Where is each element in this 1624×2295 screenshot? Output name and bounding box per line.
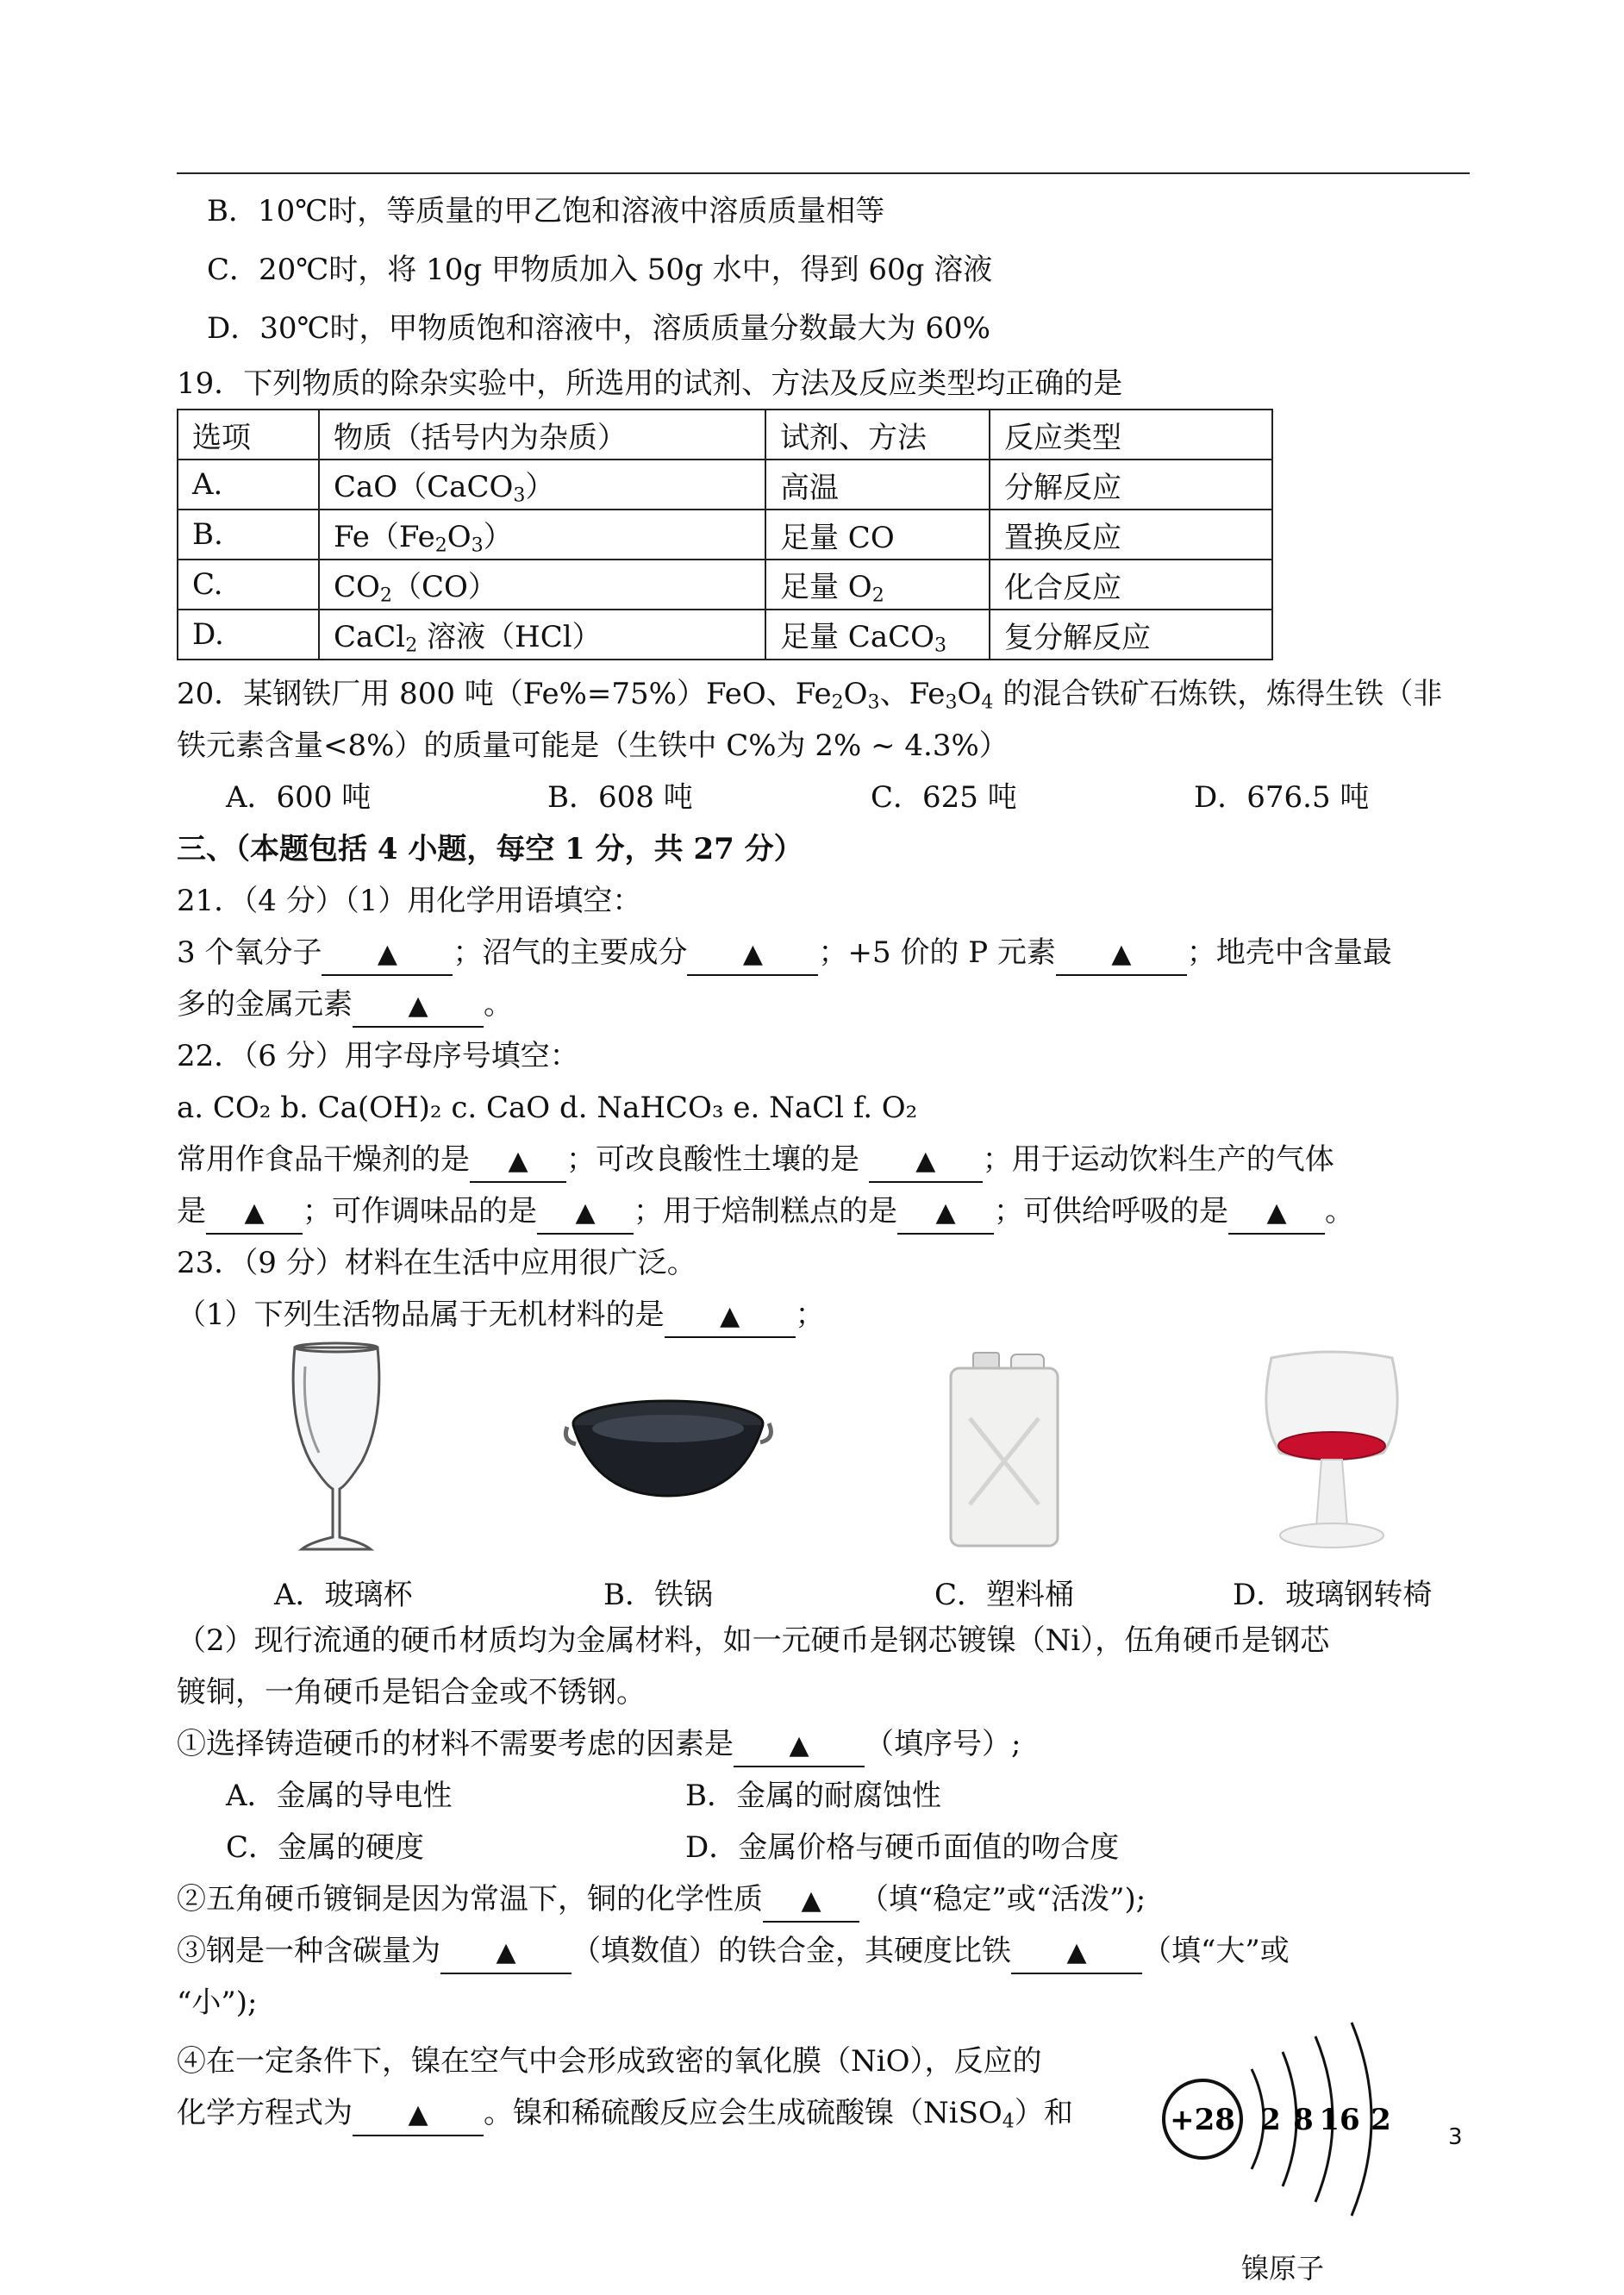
table-cell-type: 分解反应 (990, 460, 1272, 510)
table-cell-method: 高温 (765, 460, 990, 510)
q23-sub3-cont: “小”); (177, 1985, 258, 2020)
text: ；用于焙制糕点的是 (634, 1194, 897, 1229)
triangle-icon: ▲ (408, 2099, 428, 2129)
triangle-icon: ▲ (244, 1198, 265, 1228)
substance-text: CaO（CaCO (334, 469, 514, 504)
answer-blank[interactable] (206, 1191, 303, 1235)
substance-text: Fe（Fe (334, 519, 435, 554)
q23-sub1-option-d: D．金属价格与硬币面值的吻合度 (685, 1830, 1120, 1865)
q21-line1 (177, 933, 1392, 976)
shell-electrons-3: 16 (1319, 2103, 1360, 2137)
table-cell-option (178, 560, 319, 610)
q23-stem: 23．（9 分）材料在生活中应用很广泛。 (177, 1246, 696, 1280)
page-number: 3 (1448, 2124, 1463, 2150)
nucleus-charge: +28 (1170, 2103, 1235, 2137)
caption-a: A．玻璃杯 (274, 1578, 413, 1612)
q23-sub2 (177, 1879, 1146, 1923)
q18-option-d: D．30℃时，甲物质饱和溶液中，溶质质量分数最大为 60% (207, 311, 990, 346)
answer-blank[interactable] (763, 1879, 859, 1923)
substance-text: CaCl (334, 619, 406, 654)
q20-stem-line2: 铁元素含量<8%）的质量可能是（生铁中 C%为 2% ~ 4.3%） (177, 729, 1009, 763)
text: ；可供给呼吸的是 (994, 1194, 1228, 1229)
section-heading: 三、（本题包括 4 小题，每空 1 分，共 27 分） (177, 832, 803, 866)
answer-blank[interactable] (687, 933, 818, 976)
text: ；用于运动饮料生产的气体 (982, 1142, 1334, 1177)
text: 常用作食品干燥剂的是 (177, 1142, 470, 1177)
table-row (178, 510, 1272, 560)
q23-part2-line1: （2）现行流通的硬币材质均为金属材料，如一元硬币是钢芯镀镍（Ni），伍角硬币是钢芯 (177, 1623, 1330, 1658)
triangle-icon: ▲ (508, 1146, 528, 1176)
table-cell-method: 足量 CO (765, 510, 990, 560)
subscript: 3 (867, 691, 880, 714)
answer-blank[interactable] (353, 985, 484, 1028)
subscript: 2 (379, 584, 392, 607)
table-cell-type: 复分解反应 (990, 610, 1272, 660)
answer-blank[interactable] (353, 2093, 484, 2136)
table-cell-option (178, 610, 319, 660)
text: ①选择铸造硬币的材料不需要考虑的因素是 (177, 1727, 734, 1761)
text: 多的金属元素 (177, 987, 353, 1022)
substance-text: ） (483, 519, 513, 554)
caption-c: C．塑料桶 (934, 1578, 1075, 1612)
table-row (178, 560, 1272, 610)
shell-electrons-2: 8 (1293, 2103, 1314, 2137)
option-label: C. (192, 567, 223, 602)
table-cell-substance (319, 460, 765, 510)
text: ；沼气的主要成分 (453, 935, 688, 970)
q23-part2-line2: 镀铜，一角硬币是铝合金或不锈钢。 (177, 1675, 646, 1710)
subscript: 2 (405, 634, 418, 657)
q22-items: a. CO₂ b. Ca(OH)₂ c. CaO d. NaHCO₃ e. NaCl f. O₂ (177, 1091, 918, 1125)
text: O (843, 677, 868, 711)
substance-text: （CO） (391, 569, 497, 604)
text: （填“大”或 (1142, 1934, 1290, 1968)
q20-stem-line1 (177, 674, 1442, 722)
triangle-icon: ▲ (789, 1730, 809, 1760)
swivel-chair-icon (1254, 1349, 1409, 1556)
text: 的混合铁矿石炼铁，炼得生铁（非 (993, 677, 1443, 711)
table-cell-option (178, 460, 319, 510)
q23-sub3 (177, 1931, 1290, 1974)
table-row (178, 610, 1272, 660)
triangle-icon: ▲ (1111, 939, 1132, 969)
table-cell-substance (319, 560, 765, 610)
table-cell-substance (319, 610, 765, 660)
text: ③钢是一种含碳量为 (177, 1934, 440, 1968)
answer-blank[interactable] (734, 1724, 865, 1767)
text: 。 (1325, 1194, 1354, 1229)
text: 20．某钢铁厂用 800 吨（Fe%=75%）FeO、Fe (177, 677, 832, 711)
text: （填“稳定”或“活泼”); (859, 1882, 1146, 1917)
q19-table (177, 409, 1273, 660)
text: 3 个氧分子 (177, 935, 322, 970)
substance-text: 溶液（HCl） (417, 619, 602, 654)
table-header-row (178, 410, 1272, 460)
triangle-icon: ▲ (575, 1198, 596, 1228)
text: ；地壳中含量最 (1186, 935, 1392, 970)
atom-caption: 镍原子 (1241, 2252, 1325, 2285)
shell-electrons-1: 2 (1260, 2103, 1281, 2137)
text: ； (795, 1298, 825, 1332)
text: ）和 (1014, 2096, 1073, 2130)
table-header-cell: 反应类型 (990, 410, 1272, 460)
text: 。 (484, 987, 513, 1022)
substance-text: O (447, 519, 472, 554)
triangle-icon: ▲ (935, 1198, 956, 1228)
triangle-icon: ▲ (496, 1937, 516, 1967)
answer-blank[interactable] (470, 1140, 566, 1183)
subscript: 3 (471, 534, 484, 557)
triangle-icon: ▲ (915, 1146, 936, 1176)
q23-sub4-line1: ④在一定条件下，镍在空气中会形成致密的氧化膜（NiO），反应的 (177, 2044, 1042, 2079)
q23-sub1-option-a: A．金属的导电性 (226, 1779, 453, 1813)
q23-sub4-line2 (177, 2093, 1073, 2142)
method-text: 足量 O (780, 569, 872, 604)
triangle-icon: ▲ (720, 1301, 740, 1331)
answer-blank[interactable] (1056, 933, 1187, 976)
q18-option-c: C．20℃时，将 10g 甲物质加入 50g 水中，得到 60g 溶液 (207, 253, 993, 287)
q22-line1 (177, 1140, 1334, 1183)
q21-line2 (177, 985, 513, 1028)
table-row (178, 460, 1272, 510)
material-pictures (0, 1341, 1624, 1565)
table-header-cell: 试剂、方法 (765, 410, 990, 460)
text: 。镍和稀硫酸反应会生成硫酸镍（NiSO (484, 2096, 1003, 2130)
header-rule (177, 172, 1470, 174)
subscript: 3 (934, 634, 947, 657)
nickel-atom-diagram (1155, 2017, 1414, 2242)
q19-stem: 19．下列物质的除杂实验中，所选用的试剂、方法及反应类型均正确的是 (177, 366, 1123, 401)
answer-blank[interactable] (322, 933, 453, 976)
table-cell-type: 置换反应 (990, 510, 1272, 560)
table-header-cell: 物质（括号内为杂质） (319, 410, 765, 460)
answer-blank[interactable] (897, 1191, 994, 1235)
caption-b: B．铁锅 (603, 1578, 713, 1612)
table-cell-substance (319, 510, 765, 560)
triangle-icon: ▲ (1266, 1198, 1287, 1228)
glass-cup-icon (284, 1341, 388, 1556)
table-cell-method (765, 560, 990, 610)
subscript: 4 (1002, 2110, 1015, 2133)
option-label: D. (192, 617, 224, 652)
q23-sub1-option-b: B．金属的耐腐蚀性 (685, 1779, 941, 1813)
triangle-icon: ▲ (742, 939, 763, 969)
triangle-icon: ▲ (408, 991, 428, 1021)
subscript: 4 (981, 691, 994, 714)
q22-line2 (177, 1191, 1354, 1235)
answer-blank[interactable] (440, 1931, 572, 1974)
text: （1）下列生活物品属于无机材料的是 (177, 1298, 665, 1332)
answer-blank[interactable] (1228, 1191, 1325, 1235)
table-header-cell: 选项 (178, 410, 319, 460)
subscript: 2 (871, 584, 884, 607)
answer-blank[interactable] (869, 1140, 983, 1183)
q20-option-b: B．608 吨 (547, 780, 693, 815)
triangle-icon: ▲ (377, 939, 397, 969)
method-text: 足量 CaCO (780, 619, 934, 654)
text: （填序号）; (865, 1727, 1021, 1761)
q20-option-c: C．625 吨 (871, 780, 1017, 815)
table-cell-type: 化合反应 (990, 560, 1272, 610)
table-cell-option (178, 510, 319, 560)
text: 化学方程式为 (177, 2096, 353, 2130)
text: （填数值）的铁合金，其硬度比铁 (572, 1934, 1011, 1968)
q23-sub1 (177, 1724, 1021, 1767)
q23-sub1-option-c: C．金属的硬度 (226, 1830, 425, 1865)
substance-text: ） (525, 469, 555, 504)
q22-stem: 22．（6 分）用字母序号填空： (177, 1039, 579, 1073)
table-cell-method (765, 610, 990, 660)
text: 是 (177, 1194, 206, 1229)
caption-d: D．玻璃钢转椅 (1233, 1578, 1433, 1612)
q18-option-b: B．10℃时，等质量的甲乙饱和溶液中溶质质量相等 (207, 194, 885, 228)
text: O (957, 677, 982, 711)
q21-stem: 21．（4 分）（1）用化学用语填空： (177, 884, 642, 918)
text: 、Fe (879, 677, 946, 711)
subscript: 3 (945, 691, 958, 714)
plastic-bucket-icon (944, 1349, 1065, 1552)
q20-option-a: A．600 吨 (226, 780, 372, 815)
text: ；可作调味品的是 (303, 1194, 537, 1229)
substance-text: CO (334, 569, 380, 604)
answer-blank[interactable] (1011, 1931, 1142, 1974)
triangle-icon: ▲ (1066, 1937, 1087, 1967)
text: ；+5 价的 P 元素 (818, 935, 1056, 970)
triangle-icon: ▲ (801, 1885, 821, 1916)
subscript: 2 (831, 691, 844, 714)
q23-part1 (177, 1295, 825, 1338)
subscript: 3 (513, 484, 526, 507)
answer-blank[interactable] (665, 1295, 796, 1338)
iron-wok-icon (560, 1375, 776, 1513)
q20-option-d: D．676.5 吨 (1194, 780, 1370, 815)
text: ；可改良酸性土壤的是 (566, 1142, 869, 1177)
shell-electrons-4: 2 (1371, 2103, 1391, 2137)
subscript: 2 (434, 534, 447, 557)
option-label: A. (192, 467, 223, 502)
option-label: B. (192, 517, 223, 552)
answer-blank[interactable] (537, 1191, 634, 1235)
text: ②五角硬币镀铜是因为常温下，铜的化学性质 (177, 1882, 763, 1917)
